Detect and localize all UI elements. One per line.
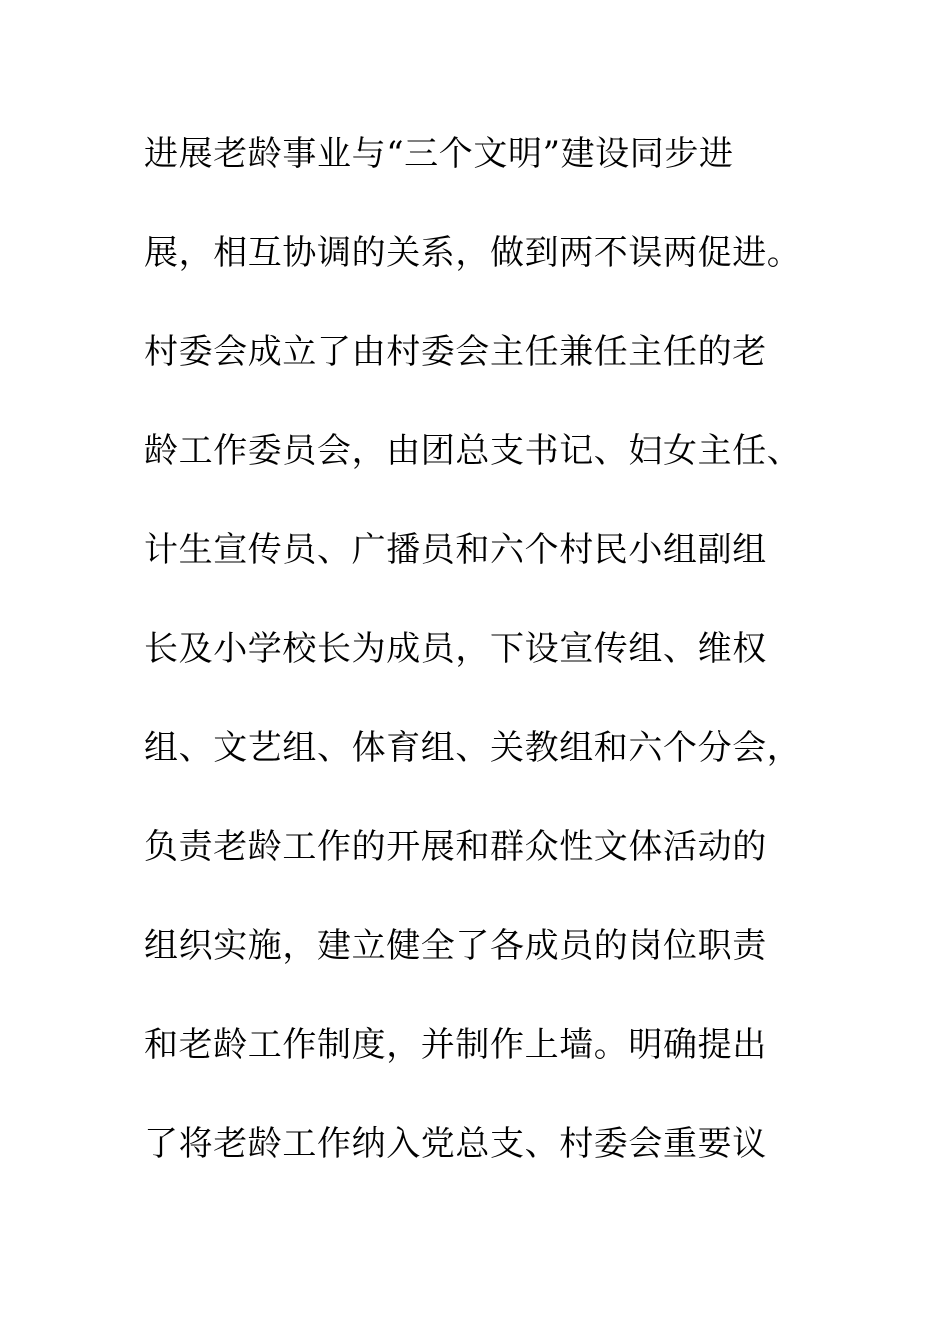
- body-text: [144, 125, 824, 1214]
- text-line: 长及小学校长为成员，下设宣传组、维权: [144, 629, 767, 669]
- text-line: 组、文艺组、体育组、关教组和六个分会，: [144, 728, 802, 768]
- text-line: 计生宣传员、广播员和六个村民小组副组: [144, 530, 767, 570]
- text-line: 龄工作委员会，由团总支书记、妇女主任、: [144, 431, 802, 471]
- text-line: 村委会成立了由村委会主任兼任主任的老: [144, 332, 767, 372]
- text-line: 展，相互协调的关系，做到两不误两促进。: [144, 233, 802, 273]
- text-line: 组织实施，建立健全了各成员的岗位职责: [144, 926, 767, 966]
- text-line: 和老龄工作制度，并制作上墙。明确提出: [144, 1025, 767, 1065]
- text-line: 进展老龄事业与“三个文明”建设同步进: [144, 134, 734, 174]
- text-line: 了将老龄工作纳入党总支、村委会重要议: [144, 1124, 767, 1164]
- text-line: 负责老龄工作的开展和群众性文体活动的: [144, 827, 767, 867]
